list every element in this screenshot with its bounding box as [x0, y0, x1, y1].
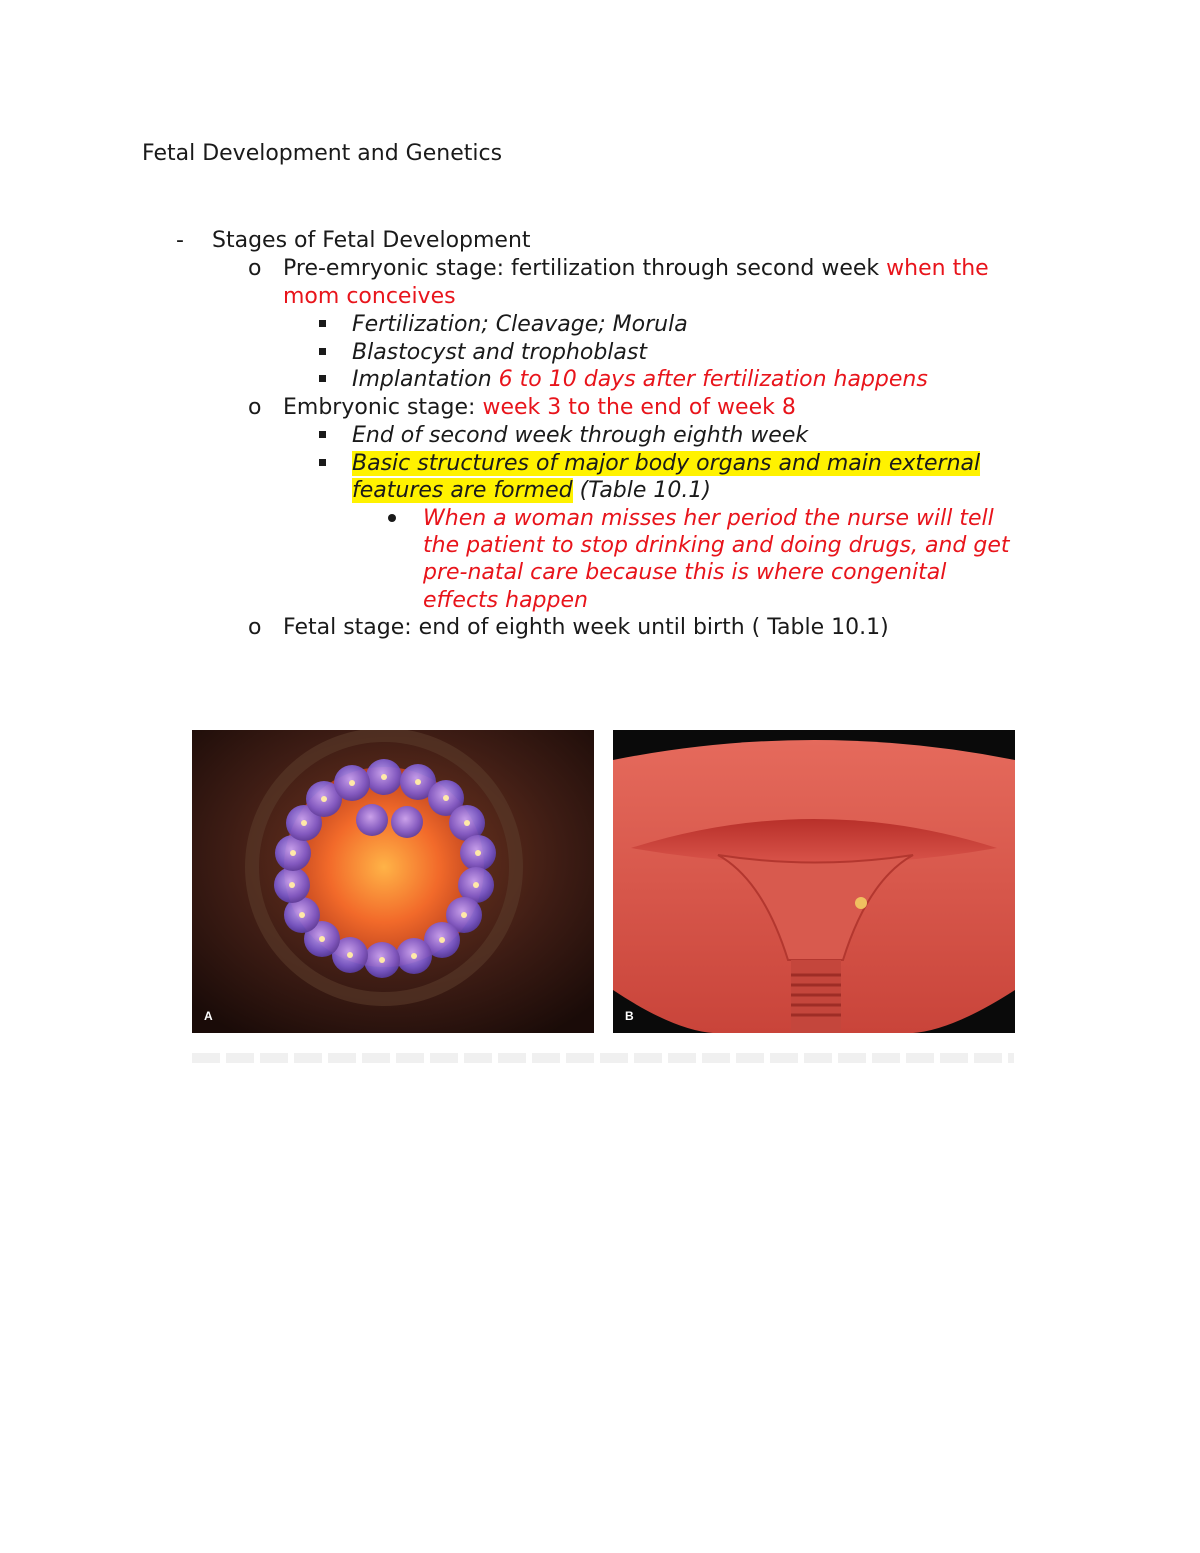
uterus-illustration	[613, 730, 1015, 1033]
stage-note-continued: mom conceives	[283, 284, 456, 309]
circle-bullet: o	[248, 615, 262, 640]
stage-pre-embryonic	[283, 255, 989, 283]
table-reference: (Table 10.1)	[572, 478, 711, 503]
faded-caption	[192, 1053, 1014, 1063]
square-bullet	[319, 348, 326, 355]
item-note: 6 to 10 days after fertilization happens	[498, 367, 928, 392]
stage-note: week 3 to the end of week 8	[482, 395, 796, 420]
highlighted-item-continued	[352, 477, 711, 505]
circle-bullet: o	[248, 395, 262, 420]
stage-fetal: Fetal stage: end of eighth week until birth ( Table 10.1)	[283, 615, 889, 640]
note-line: effects happen	[423, 588, 588, 613]
highlight-text: Basic structures of major body organs and main external	[352, 451, 981, 476]
highlight-text: features are formed	[352, 478, 573, 503]
square-bullet	[319, 431, 326, 438]
stage-embryonic	[283, 394, 796, 422]
stage-note: when the	[886, 256, 989, 281]
list-item	[352, 366, 928, 394]
figure-morula	[192, 730, 594, 1033]
highlighted-item	[352, 450, 980, 478]
figure-label: B	[625, 1009, 634, 1023]
page-title: Fetal Development and Genetics	[142, 141, 503, 166]
list-item: Fertilization; Cleavage; Morula	[352, 312, 688, 337]
note-line: the patient to stop drinking and doing drugs, and get	[423, 533, 1010, 558]
square-bullet	[319, 320, 326, 327]
square-bullet	[319, 375, 326, 382]
item-text: Implantation	[352, 367, 499, 392]
section-heading: Stages of Fetal Development	[212, 228, 531, 253]
circle-bullet: o	[248, 256, 262, 281]
list-item: End of second week through eighth week	[352, 423, 809, 448]
square-bullet	[319, 459, 326, 466]
note-line: pre-natal care because this is where congenital	[423, 560, 947, 585]
figure-uterus	[613, 730, 1015, 1033]
round-bullet	[388, 514, 396, 522]
note-line: When a woman misses her period the nurse will tell	[423, 506, 994, 531]
list-item: Blastocyst and trophoblast	[352, 340, 647, 365]
morula-illustration	[192, 730, 594, 1033]
stage-lead: Pre-emryonic stage: fertilization through second week	[283, 256, 887, 281]
dash-bullet: -	[176, 228, 184, 253]
stage-lead: Embryonic stage:	[283, 395, 483, 420]
figure-label: A	[204, 1009, 213, 1023]
